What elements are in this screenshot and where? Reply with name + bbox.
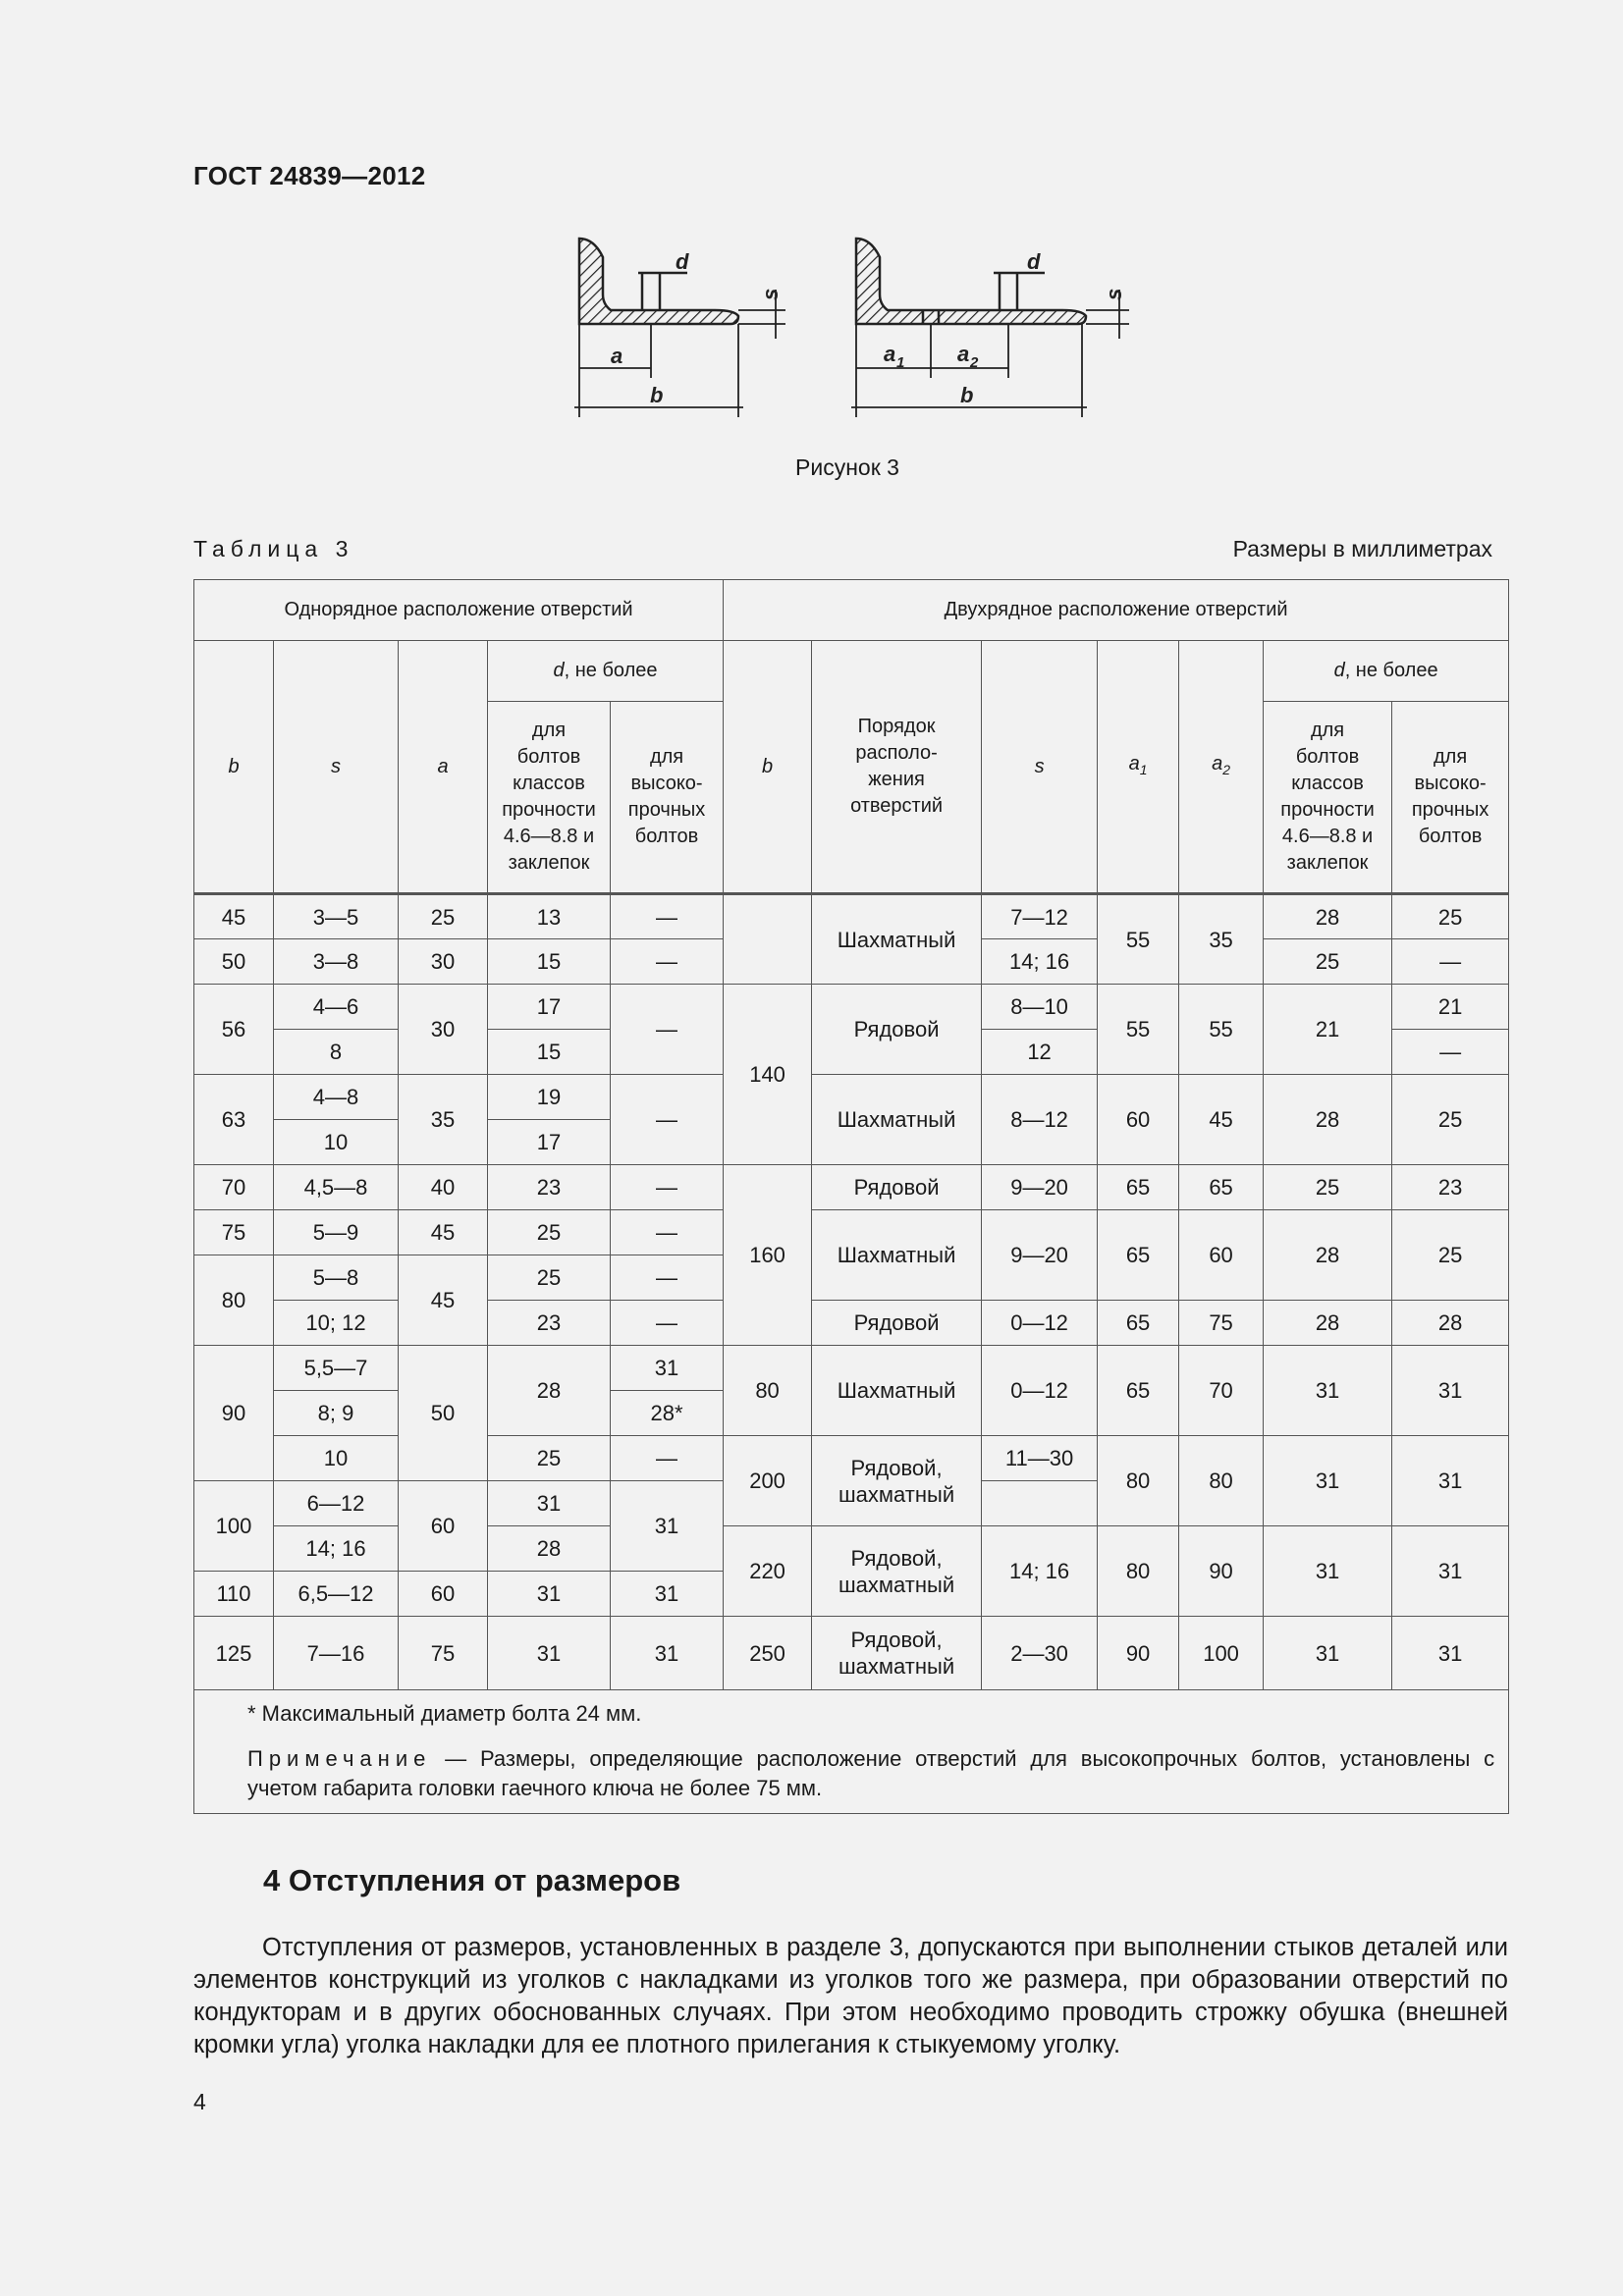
table-cell: 55 [1098, 985, 1179, 1075]
col-header-s-right: s [982, 641, 1098, 894]
table-cell: 21 [1264, 985, 1392, 1075]
table-cell: 23 [1392, 1165, 1509, 1210]
table-cell: 31 [1392, 1346, 1509, 1436]
table-cell: 13 [488, 894, 611, 939]
table-cell: 17 [488, 1120, 611, 1165]
left-label-s: s [758, 288, 783, 300]
col-header-b-right: b [724, 641, 812, 894]
section-paragraph: Отступления от размеров, установленных в разделе 3, допускаются при выполнении стыков деталей или элементов конструкций из уголков с накладками из уголков того же размера, при образовании отверстий по кондукторам и в других обоснованных случаях. При этом необходимо проводить строжку обушка (внешней кромки угла) уголка накладки для ее плотного прилегания к стыкуемому уголку. [193, 1934, 1508, 2058]
table-cell: 5—8 [274, 1255, 399, 1301]
table-cell: 80 [1098, 1526, 1179, 1617]
right-label-d: d [1027, 249, 1041, 274]
table-cell: 4,5—8 [274, 1165, 399, 1210]
table-cell: 65 [1098, 1346, 1179, 1436]
table-cell: 75 [399, 1617, 488, 1690]
table-cell: 90 [194, 1346, 274, 1481]
table-cell: 8—10 [982, 985, 1098, 1030]
table-cell: 30 [399, 939, 488, 985]
table-cell: 31 [1264, 1436, 1392, 1526]
document-code: ГОСТ 24839—2012 [193, 161, 426, 190]
table-cell: 28 [488, 1346, 611, 1436]
table-cell: — [1392, 939, 1509, 985]
table-cell: 50 [194, 939, 274, 985]
col-header-bolts-classes-left: для болтов классов прочности 4.6—8.8 и заклепок [488, 702, 611, 894]
table-cell: 80 [724, 1346, 812, 1436]
table-cell: 3—8 [274, 939, 399, 985]
table-cell: 14; 16 [982, 1526, 1098, 1617]
table-units: Размеры в миллиметрах [1232, 536, 1492, 561]
table-cell: 60 [1179, 1210, 1264, 1301]
col-header-a: a [399, 641, 488, 894]
table-cell: Шахматный [812, 1346, 982, 1436]
table-caption: Таблица 3 [193, 536, 354, 561]
table-cell: 31 [611, 1572, 724, 1617]
table-cell: 140 [724, 985, 812, 1165]
col-header-b: b [194, 641, 274, 894]
table-cell: 23 [488, 1165, 611, 1210]
table-cell: 55 [1098, 894, 1179, 985]
table-cell: 14; 16 [274, 1526, 399, 1572]
table-cell: 35 [1179, 894, 1264, 985]
table-cell: — [611, 1255, 724, 1301]
right-label-a2-sub: 2 [970, 354, 979, 371]
table-cell: 31 [611, 1346, 724, 1391]
col-header-order: Порядок располо- жения отверстий [812, 641, 982, 894]
table-cell: 60 [399, 1572, 488, 1617]
table-cell: 65 [1098, 1210, 1179, 1301]
table-cell: 63 [194, 1075, 274, 1165]
table-cell: 90 [1098, 1617, 1179, 1690]
col-header-s: s [274, 641, 399, 894]
table-cell: 28* [611, 1391, 724, 1436]
table-cell: 160 [724, 1165, 812, 1346]
right-angle-section [856, 239, 1086, 324]
table-cell: 0—12 [982, 1346, 1098, 1436]
table-cell: — [1392, 1030, 1509, 1075]
figure-caption: Рисунок 3 [795, 454, 899, 480]
table-cell: Рядовой [812, 985, 982, 1075]
table-cell: 6,5—12 [274, 1572, 399, 1617]
table-cell: — [611, 939, 724, 985]
group-header-double-row: Двухрядное расположение отверстий [724, 580, 1509, 641]
table-cell: 21 [1392, 985, 1509, 1030]
table-cell: 125 [194, 1617, 274, 1690]
table-cell: 75 [194, 1210, 274, 1255]
table-cell: 14; 16 [982, 939, 1098, 985]
table-cell: 3—5 [274, 894, 399, 939]
group-header-single-row: Однорядное расположение отверстий [194, 580, 724, 641]
figure-angle-sections [0, 0, 1623, 452]
table-cell: — [611, 1165, 724, 1210]
table-cell: 8 [274, 1030, 399, 1075]
table-cell: 65 [1098, 1165, 1179, 1210]
table-cell: Шахматный [812, 894, 982, 985]
table-cell: 25 [1264, 1165, 1392, 1210]
table-cell: 65 [1179, 1165, 1264, 1210]
table-cell: 75 [1179, 1301, 1264, 1346]
left-label-d: d [676, 249, 689, 274]
table-cell: 6—12 [274, 1481, 399, 1526]
right-label-s: s [1102, 288, 1126, 300]
left-label-b: b [650, 383, 664, 407]
table-cell: 70 [1179, 1346, 1264, 1436]
col-header-d-left: d, не более [488, 641, 724, 702]
table-cell: 55 [1179, 985, 1264, 1075]
table-cell: 19 [488, 1075, 611, 1120]
table-cell: 4—8 [274, 1075, 399, 1120]
table-cell: 8; 9 [274, 1391, 399, 1436]
table-cell: 28 [1264, 1301, 1392, 1346]
table-cell: 10 [274, 1120, 399, 1165]
col-header-a2: $a_2$ [1179, 641, 1264, 894]
table-footnote: * Максимальный диаметр болта 24 мм. [247, 1701, 642, 1726]
table-cell: 28 [1264, 1210, 1392, 1301]
table-cell: 60 [399, 1481, 488, 1572]
table-cell: 200 [724, 1436, 812, 1526]
table-cell: 31 [1392, 1436, 1509, 1526]
table-cell: 30 [399, 985, 488, 1075]
table-cell: 2—30 [982, 1617, 1098, 1690]
table-cell: — [611, 1301, 724, 1346]
table-cell: — [611, 1436, 724, 1481]
table-cell: 60 [1098, 1075, 1179, 1165]
table-cell: 31 [488, 1481, 611, 1526]
col-header-a1: $a_1$ [1098, 641, 1179, 894]
table-cell: 100 [1179, 1617, 1264, 1690]
table-cell: Шахматный [812, 1075, 982, 1165]
table-cell: 15 [488, 939, 611, 985]
table-cell: 28 [1392, 1301, 1509, 1346]
table-cell: 25 [488, 1255, 611, 1301]
col-header-hs-bolts-right: для высоко- прочных болтов [1392, 702, 1509, 894]
table-cell: 80 [1179, 1436, 1264, 1526]
table-cell: 11—30 [982, 1436, 1098, 1481]
col-header-hs-bolts-left: для высоко- прочных болтов [611, 702, 724, 894]
table-cell: 7—12 [982, 894, 1098, 939]
table-cell: 40 [399, 1165, 488, 1210]
table-cell: 5,5—7 [274, 1346, 399, 1391]
table-cell [982, 1481, 1098, 1526]
table-cell: 9—20 [982, 1165, 1098, 1210]
table-cell: 8—12 [982, 1075, 1098, 1165]
table-cell: 7—16 [274, 1617, 399, 1690]
table-cell: 50 [399, 1346, 488, 1481]
table-cell: 25 [1392, 1075, 1509, 1165]
table-cell: 12 [982, 1030, 1098, 1075]
table-cell: Рядовой, шахматный [812, 1526, 982, 1617]
table-cell: 10 [274, 1436, 399, 1481]
col-header-bolts-classes-right: для болтов классов прочности 4.6—8.8 и заклепок [1264, 702, 1392, 894]
table-note: Примечание — Размеры, определяющие расположение отверстий для высокопрочных болтов, установлены с учетом габарита головки гаечного ключа не более 75 мм. [247, 1746, 1495, 1800]
table-cell: 23 [488, 1301, 611, 1346]
table-cell: 4—6 [274, 985, 399, 1030]
table-cell: 10; 12 [274, 1301, 399, 1346]
table-cell: 80 [1098, 1436, 1179, 1526]
table-cell: — [611, 1210, 724, 1255]
table-cell: 28 [488, 1526, 611, 1572]
table-cell: — [611, 985, 724, 1075]
table-cell: 56 [194, 985, 274, 1075]
table-cell: 250 [724, 1617, 812, 1690]
table-cell: 45 [399, 1210, 488, 1255]
table-cell: 80 [194, 1255, 274, 1346]
table-cell: 31 [488, 1572, 611, 1617]
table-cell: 0—12 [982, 1301, 1098, 1346]
table-cell: Рядовой [812, 1301, 982, 1346]
table-cell: 31 [1264, 1346, 1392, 1436]
table-cell: 45 [194, 894, 274, 939]
table-cell: 25 [1392, 1210, 1509, 1301]
table-cell: 90 [1179, 1526, 1264, 1617]
dimensions-table [193, 579, 1509, 1814]
table-cell: 25 [1264, 939, 1392, 985]
right-label-a1-sub: 1 [896, 354, 905, 371]
table-cell: 25 [488, 1210, 611, 1255]
table-cell: 28 [1264, 1075, 1392, 1165]
table-cell: 65 [1098, 1301, 1179, 1346]
table-cell: 5—9 [274, 1210, 399, 1255]
table-cell: 100 [194, 1481, 274, 1572]
table-cell: 31 [1392, 1617, 1509, 1690]
table-cell: 25 [399, 894, 488, 939]
table-cell: 31 [1264, 1526, 1392, 1617]
page-number: 4 [193, 2089, 206, 2114]
table-cell: 31 [1392, 1526, 1509, 1617]
table-cell: Рядовой, шахматный [812, 1617, 982, 1690]
table-cell: 45 [399, 1255, 488, 1346]
table-cell: 45 [1179, 1075, 1264, 1165]
table-cell: 35 [399, 1075, 488, 1165]
table-cell: 25 [488, 1436, 611, 1481]
table-footnote-cell [194, 1690, 1509, 1814]
section-title: 4 Отступления от размеров [263, 1863, 681, 1897]
col-header-d-right: d, не более [1264, 641, 1509, 702]
table-cell: Рядовой, шахматный [812, 1436, 982, 1526]
table-cell: Рядовой [812, 1165, 982, 1210]
table-cell: 110 [194, 1572, 274, 1617]
left-label-a: a [611, 344, 623, 368]
table-cell: 31 [611, 1481, 724, 1572]
table-cell: 70 [194, 1165, 274, 1210]
table-cell: — [611, 894, 724, 939]
table-cell: 31 [1264, 1617, 1392, 1690]
right-label-a1: a [884, 342, 896, 366]
table-cell: 17 [488, 985, 611, 1030]
table-cell: 31 [611, 1617, 724, 1690]
table-cell: — [611, 1075, 724, 1165]
table-cell: 9—20 [982, 1210, 1098, 1301]
table-cell: 25 [1392, 894, 1509, 939]
table-cell [724, 894, 812, 985]
right-label-b: b [960, 383, 974, 407]
right-label-a2: a [957, 342, 970, 366]
table-cell: 220 [724, 1526, 812, 1617]
table-cell: Шахматный [812, 1210, 982, 1301]
table-cell: 28 [1264, 894, 1392, 939]
table-cell: 15 [488, 1030, 611, 1075]
table-cell: 31 [488, 1617, 611, 1690]
